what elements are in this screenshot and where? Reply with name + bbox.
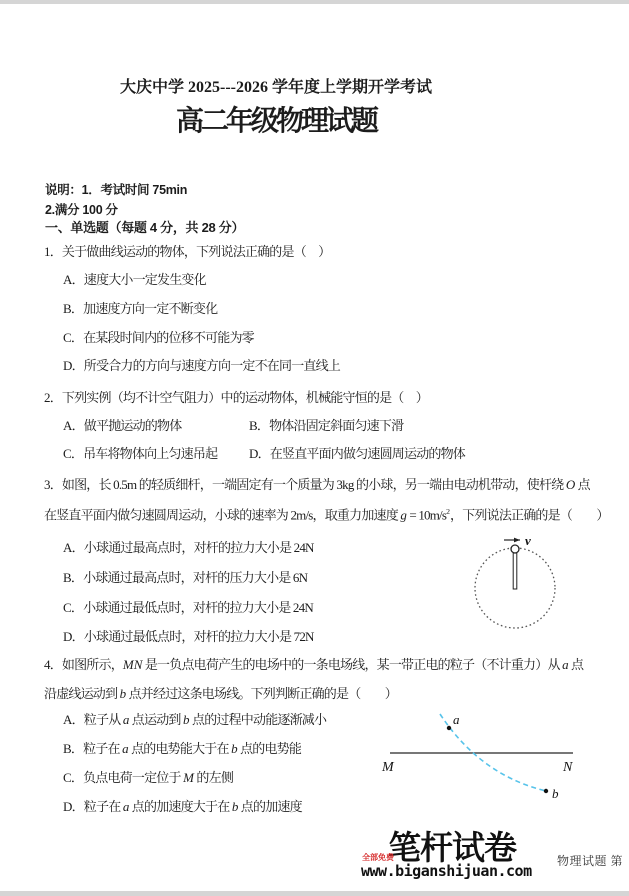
field-line-diagram (378, 698, 629, 808)
question-1-option-c: C．在某段时间内的位移不可能为零 (63, 330, 254, 345)
instructions-line-2: 2.满分 100 分 (45, 203, 118, 217)
rod-ball-circle-diagram (468, 528, 568, 636)
point-b-label: b (552, 786, 559, 801)
watermark-url: www.biganshijuan.com (361, 862, 532, 880)
question-2-stem: 2．下列实例（均不计空气阻力）中的运动物体，机械能守恒的是（ ） (44, 390, 428, 405)
velocity-label: v (525, 533, 531, 548)
page-footer-label: 物理试题 第 (557, 854, 624, 868)
question-1-option-d: D．所受合力的方向与速度方向一定不在同一直线上 (63, 358, 340, 373)
question-4-option-a: A．粒子从 a 点运动到 b 点的过程中动能逐渐减小 (63, 712, 327, 727)
question-3-option-b: B．小球通过最高点时，对杆的压力大小是 6N (63, 570, 308, 585)
question-4-option-b: B．粒子在 a 点的电势能大于在 b 点的电势能 (63, 741, 302, 756)
point-n-label: N (563, 760, 573, 775)
watermark-free-tag: 全部免费 (362, 853, 394, 862)
velocity-arrowhead-icon (514, 538, 520, 543)
scan-edge-bottom (0, 891, 629, 896)
point-a-label: a (453, 712, 460, 727)
question-1-option-a: A．速度大小一定发生变化 (63, 272, 206, 287)
question-2-option-a: A．做平抛运动的物体 (63, 418, 182, 433)
scan-edge-top (0, 0, 629, 4)
exam-title: 大庆中学 2025---2026 学年度上学期开学考试 (120, 79, 432, 96)
question-3-stem-line-1: 3．如图，长 0.5m 的轻质细杆，一端固定有一个质量为 3kg 的小球，另一端由电动机带动，使杆绕 O 点 (44, 477, 590, 492)
question-1-option-b: B．加速度方向一定不断变化 (63, 301, 218, 316)
question-3-option-c: C．小球通过最低点时，对杆的拉力大小是 24N (63, 600, 313, 615)
question-3-stem-line-2: 在竖直平面内做匀速圆周运动，小球的速率为 2m/s，取重力加速度 $g = 10m/s^2$，下列说法正确的是（ ） (44, 507, 609, 523)
section-heading: 一、单选题（每题 4 分，共 28 分） (45, 220, 245, 235)
watermark-brand: 笔杆试卷 (388, 829, 516, 866)
question-3-option-a: A．小球通过最高点时，对杆的拉力大小是 24N (63, 540, 314, 555)
question-1-stem: 1．关于做曲线运动的物体，下列说法正确的是（ ） (44, 244, 331, 259)
question-4-option-c: C．负点电荷一定位于 M 的左侧 (63, 770, 234, 785)
rod (513, 552, 517, 589)
point-b-dot (544, 789, 548, 793)
question-4-stem-line-1: 4．如图所示，MN 是一负点电荷产生的电场中的一条电场线，某一带正电的粒子（不计重力）从 a 点 (44, 657, 584, 672)
question-2-option-b: B．物体沿固定斜面匀速下滑 (249, 418, 404, 433)
question-2-option-c: C．吊车将物体向上匀速吊起 (63, 446, 218, 461)
point-m-label: M (382, 760, 394, 775)
question-2-option-d: D．在竖直平面内做匀速圆周运动的物体 (249, 446, 465, 461)
point-a-dot (447, 726, 451, 730)
question-4-stem-line-2: 沿虚线运动到 b 点并经过这条电场线。下列判断正确的是（ ） (44, 686, 398, 701)
question-4-option-d: D．粒子在 a 点的加速度大于在 b 点的加速度 (63, 799, 302, 814)
instructions-line-1: 说明：1．考试时间 75min (45, 183, 188, 197)
paper-title: 高二年级物理试题 (175, 106, 376, 137)
question-3-option-d: D．小球通过最低点时，对杆的拉力大小是 72N (63, 629, 314, 644)
ball-icon (511, 545, 519, 553)
